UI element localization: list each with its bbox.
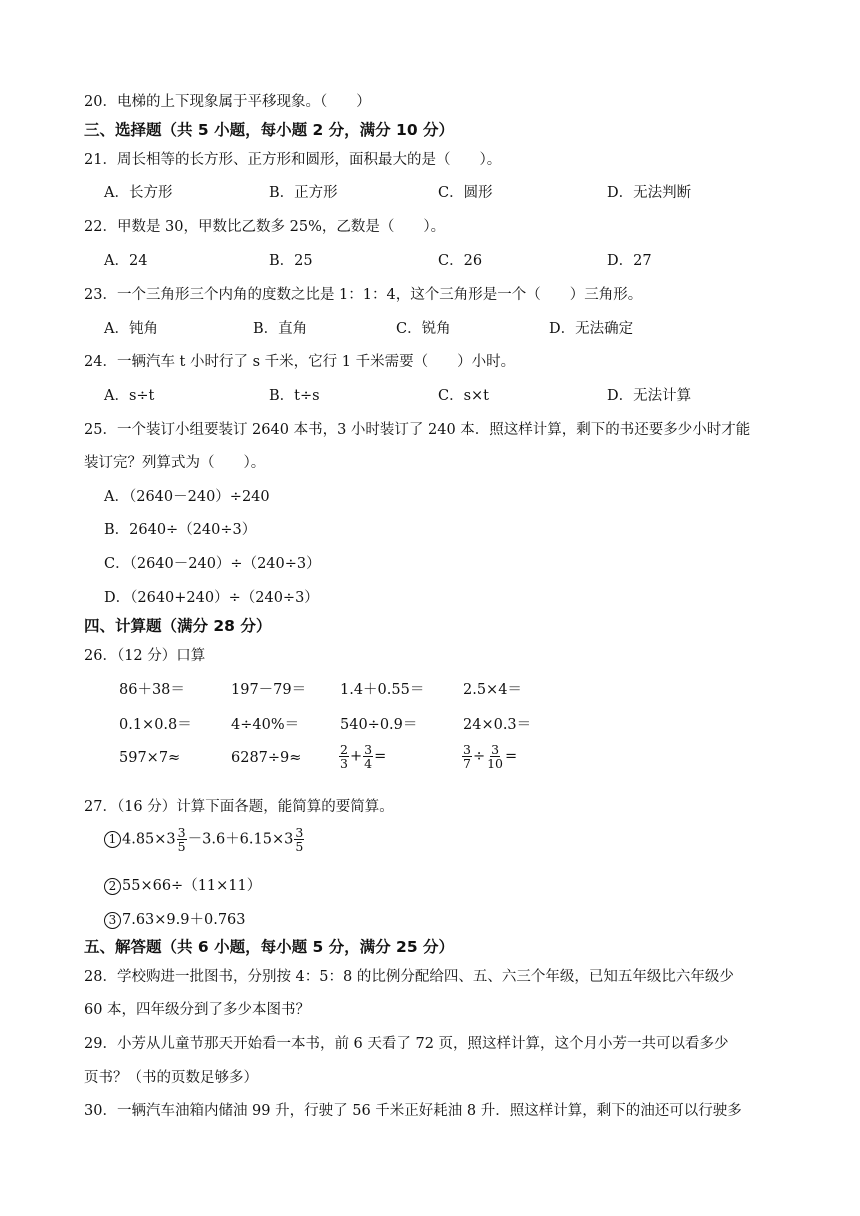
q23-option-a[interactable]: A．钝角 [104,321,158,337]
q23-option-b[interactable]: B．直角 [253,321,308,337]
q24-option-a[interactable]: A．s÷t [104,388,155,404]
q22-option-b[interactable]: B．25 [269,253,313,269]
calc-item: 86＋38＝ [119,682,185,698]
q24-option-b[interactable]: B．t÷s [269,388,320,404]
question-26-title: 26．（12 分）口算 [84,648,206,664]
question-28-line-2: 60 本，四年级分到了多少本图书？ [84,1002,311,1018]
calc-item: 1.4＋0.55＝ [340,682,425,698]
section-3-heading: 三、选择题（共 5 小题，每小题 2 分，满分 10 分） [84,121,455,139]
question-28-line-1: 28．学校购进一批图书，分别按 4：5：8 的比例分配给四、五、六三个年级，已知五年级比六年级少 [84,969,734,985]
calc-item: 0.1×0.8＝ [119,717,192,733]
question-24: 24．一辆汽车 t 小时行了 s 千米，它行 1 千米需要（ ）小时。 [84,354,516,370]
question-29-line-1: 29．小芳从儿童节那天开始看一本书，前 6 天看了 72 页，照这样计算，这个月小芳一共可以看多少 [84,1036,729,1052]
fraction: $\frac{2}{3}$ [340,742,348,772]
fraction-expression-2: $\frac{3}{7}$ ÷ $\frac{3}{10}$ = [463,742,518,772]
q24-option-d[interactable]: D．无法计算 [607,388,692,404]
q23-option-d[interactable]: D．无法确定 [549,321,634,337]
q21-option-c[interactable]: C．圆形 [438,185,493,201]
fraction: $\frac{3}{4}$ [364,742,373,772]
q22-option-a[interactable]: A．24 [104,253,148,269]
q22-option-c[interactable]: C．26 [438,253,483,269]
calc-item: 540÷0.9＝ [340,717,418,733]
section-5-heading: 五、解答题（共 6 小题，每小题 5 分，满分 25 分） [84,938,455,956]
expression-1: 1 4.85×3 $\frac{3}{5}$ －3.6＋6.15×3 $\frac{3}{5}$ [104,826,305,853]
q25-option-b[interactable]: B．2640÷（240÷3） [104,522,257,538]
q23-option-c[interactable]: C．锐角 [396,321,451,337]
fraction-expression-1: $\frac{2}{3}$ + $\frac{3}{4}$ = [340,742,387,772]
fraction: $\frac{3}{5}$ [295,825,304,855]
fraction: $\frac{3}{10}$ [487,742,504,772]
question-21: 21．周长相等的长方形、正方形和圆形，面积最大的是（ ）。 [84,152,502,168]
circled-number: 2 [104,878,121,895]
q21-option-d[interactable]: D．无法判断 [607,185,692,201]
q21-option-a[interactable]: A．长方形 [104,185,173,201]
question-25-line-1: 25．一个装订小组要装订 2640 本书，3 小时装订了 240 本．照这样计算，剩下的书还要多少小时才能 [84,422,751,438]
calc-item: 2.5×4＝ [463,682,522,698]
fraction: $\frac{3}{7}$ [463,742,471,772]
circled-number: 3 [104,912,121,929]
q25-option-a[interactable]: A．（2640－240）÷240 [104,489,270,505]
circled-number: 1 [104,831,121,848]
section-4-heading: 四、计算题（满分 28 分） [84,617,272,635]
question-23: 23．一个三角形三个内角的度数之比是 1：1：4，这个三角形是一个（ ）三角形。 [84,287,643,303]
question-30-line-1: 30．一辆汽车油箱内储油 99 升，行驶了 56 千米正好耗油 8 升．照这样计算，剩下的油还可以行驶多 [84,1103,742,1119]
calc-item: 197－79＝ [231,682,307,698]
calc-item: 24×0.3＝ [463,717,532,733]
question-20: 20．电梯的上下现象属于平移现象。（ ） [84,94,371,110]
question-29-line-2: 页书？（书的页数足够多） [84,1070,258,1086]
calc-item: 4÷40%＝ [231,717,300,733]
question-27-title: 27．（16 分）计算下面各题，能简算的要简算。 [84,799,394,815]
calc-item: 6287÷9≈ [231,750,302,766]
q21-option-b[interactable]: B．正方形 [269,185,338,201]
calc-item: 597×7≈ [119,750,181,766]
q24-option-c[interactable]: C．s×t [438,388,490,404]
expression-3: 3 7.63×9.9＋0.763 [104,908,246,929]
question-25-line-2: 装订完？列算式为（ ）。 [84,455,266,471]
q25-option-d[interactable]: D．（2640+240）÷（240÷3） [104,590,319,606]
q25-option-c[interactable]: C．（2640－240）÷（240÷3） [104,556,321,572]
question-22: 22．甲数是 30，甲数比乙数多 25%，乙数是（ ）。 [84,219,446,235]
expression-2: 2 55×66÷（11×11） [104,874,261,895]
q22-option-d[interactable]: D．27 [607,253,652,269]
fraction: $\frac{3}{5}$ [177,825,186,855]
